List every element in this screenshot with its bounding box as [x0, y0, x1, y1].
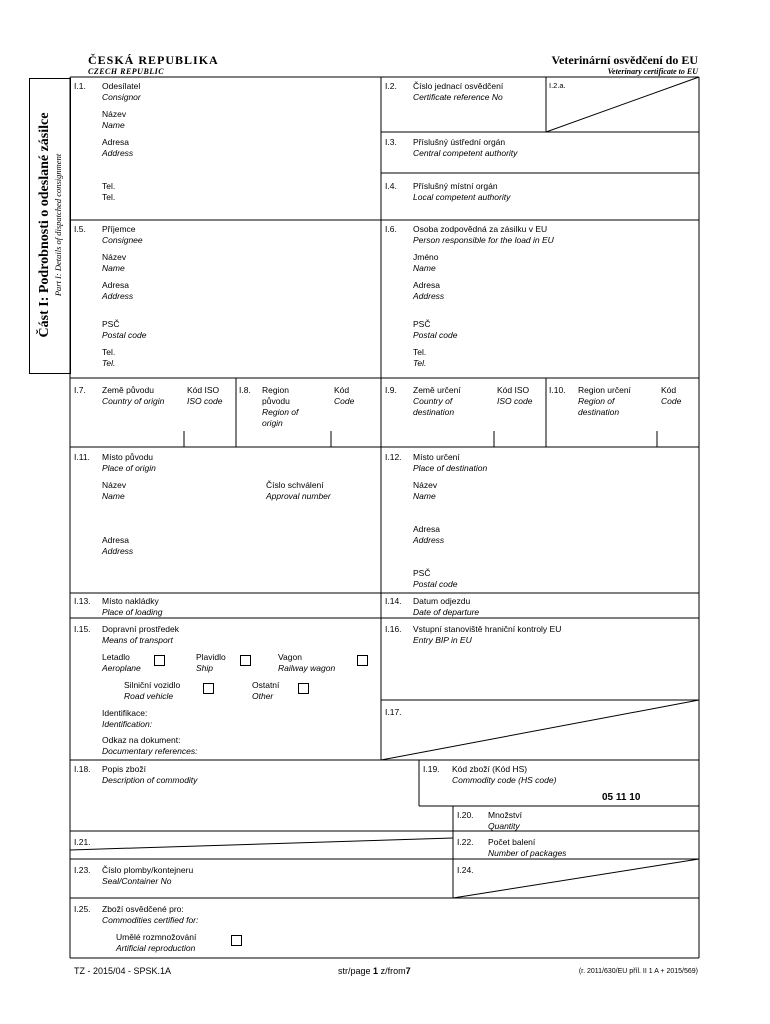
seal-container-label: Číslo plomby/kontejneru — [102, 865, 194, 875]
consignor-tel-label-en[interactable]: Tel. — [102, 192, 116, 202]
responsible-name-label-en[interactable]: Name — [413, 263, 436, 273]
consignor-address-label-en[interactable]: Address — [102, 148, 134, 158]
page-number: 1 — [373, 966, 379, 976]
box-number: I.1. — [74, 81, 86, 91]
region-destination-label: Region určení — [578, 385, 631, 395]
box-number: I.22. — [457, 837, 474, 847]
consignor-label-en: Consignor — [102, 92, 141, 102]
box-number: I.24. — [457, 865, 474, 875]
identification-label: Identifikace: — [102, 708, 148, 718]
region-code-label: Kód — [334, 385, 350, 395]
commodity-code-label-en: Commodity code (HS code) — [452, 775, 557, 785]
iso-code-label: Kód ISO — [187, 385, 220, 395]
entry-bip-label-en[interactable]: Entry BIP in EU — [413, 635, 472, 645]
railway-wagon-checkbox[interactable] — [357, 655, 368, 666]
transport-means-label: Dopravní prostředek — [102, 624, 180, 634]
place-origin-label-en: Place of origin — [102, 463, 156, 473]
box-number: I.2. — [385, 81, 397, 91]
country-title-en: CZECH REPUBLIC — [88, 67, 165, 76]
region-code-label: Kód — [661, 385, 677, 395]
country-title: ČESKÁ REPUBLIKA — [88, 53, 219, 67]
country-destination-label: Země určení — [413, 385, 461, 395]
road-vehicle-label: Silniční vozidlo — [124, 680, 181, 690]
local-authority-label: Příslušný místní orgán — [413, 181, 498, 191]
box-number: I.20. — [457, 810, 474, 820]
certificate-reference-label: Číslo jednací osvědčení — [413, 81, 504, 91]
consignor-label: Odesílatel — [102, 81, 141, 91]
railway-wagon-label: Vagon — [278, 652, 302, 662]
region-origin-label-2: původu — [262, 396, 290, 406]
road-vehicle-label-en: Road vehicle — [124, 691, 174, 701]
box-number: I.19. — [423, 764, 440, 774]
quantity-label: Množství — [488, 810, 523, 820]
country-origin-label-en[interactable]: Country of origin — [102, 396, 165, 406]
responsible-tel-label: Tel. — [413, 347, 427, 357]
box-number: I.3. — [385, 137, 397, 147]
box-number: I.11. — [74, 452, 90, 462]
consignee-address-label-en[interactable]: Address — [102, 291, 134, 301]
seal-container-label-en[interactable]: Seal/Container No — [102, 876, 172, 886]
destination-name-label-en[interactable]: Name — [413, 491, 436, 501]
box-number: I.15. — [74, 624, 91, 634]
destination-address-label-en[interactable]: Address — [413, 535, 445, 545]
region-code-label-en[interactable]: Code — [334, 396, 355, 406]
documentary-references-label: Odkaz na dokument: — [102, 735, 181, 745]
country-destination-label-en[interactable]: Country of — [413, 396, 453, 406]
documentary-references-label-en[interactable]: Documentary references: — [102, 746, 198, 756]
responsible-name-label: Jméno — [413, 252, 439, 262]
box-number: I.14. — [385, 596, 402, 606]
responsible-person-label: Osoba zodpovědná za zásilku v EU — [413, 224, 548, 234]
iso-code-label: Kód ISO — [497, 385, 530, 395]
certified-for-label: Zboží osvědčené pro: — [102, 904, 184, 914]
region-origin-label: Region — [262, 385, 289, 395]
commodity-description-label-en[interactable]: Description of commodity — [102, 775, 198, 785]
box-number: I.17. — [385, 707, 402, 717]
iso-code-label-en[interactable]: ISO code — [187, 396, 223, 406]
form-reference: TZ - 2015/04 - SPSK.1A — [74, 966, 172, 976]
region-destination-label-en-2: destination — [578, 407, 620, 417]
consignor-tel-label: Tel. — [102, 181, 116, 191]
certificate-title-en: Veterinary certificate to EU — [607, 67, 698, 76]
region-origin-label-en-2: origin — [262, 418, 283, 428]
artificial-reproduction-label: Umělé rozmnožování — [116, 932, 197, 942]
entry-bip-label: Vstupní stanoviště hraniční kontroly EU — [413, 624, 562, 634]
box-number: I.25. — [74, 904, 91, 914]
country-destination-label-en-2: destination — [413, 407, 455, 417]
consignee-address-label: Adresa — [102, 280, 129, 290]
box-number: I.9. — [385, 385, 397, 395]
box-number: I.12. — [385, 452, 402, 462]
place-loading-label-en[interactable]: Place of loading — [102, 607, 163, 617]
consignee-label-en: Consignee — [102, 235, 143, 245]
aeroplane-label: Letadlo — [102, 652, 130, 662]
consignee-tel-label-en[interactable]: Tel. — [102, 358, 116, 368]
commodity-code-label: Kód zboží (Kód HS) — [452, 764, 528, 774]
transport-means-label-en: Means of transport — [102, 635, 173, 645]
responsible-address-label-en[interactable]: Address — [413, 291, 445, 301]
railway-wagon-label-en: Railway wagon — [278, 663, 336, 673]
consignee-postal-label: PSČ — [102, 319, 120, 329]
page-prefix: str/page — [338, 966, 371, 976]
consignee-postal-label-en[interactable]: Postal code — [102, 330, 147, 340]
certified-for-label-en: Commodities certified for: — [102, 915, 199, 925]
approval-number-label: Číslo schválení — [266, 480, 324, 490]
origin-name-label: Název — [102, 480, 127, 490]
approval-number-label-en[interactable]: Approval number — [266, 491, 331, 501]
road-vehicle-checkbox[interactable] — [203, 683, 214, 694]
departure-date-label-en[interactable]: Date of departure — [413, 607, 480, 617]
departure-date-label: Datum odjezdu — [413, 596, 471, 606]
origin-name-label-en[interactable]: Name — [102, 491, 125, 501]
box-number: I.23. — [74, 865, 91, 875]
box-number: I.2.a. — [549, 81, 566, 90]
box-number: I.7. — [74, 385, 86, 395]
central-authority-label: Příslušný ústřední orgán — [413, 137, 506, 147]
consignor-name-label-en[interactable]: Name — [102, 120, 125, 130]
other-transport-checkbox[interactable] — [298, 683, 309, 694]
place-loading-label: Místo nakládky — [102, 596, 159, 606]
commodity-description-label: Popis zboží — [102, 764, 146, 774]
origin-address-label-en[interactable]: Address — [102, 546, 134, 556]
legal-reference: (r. 2011/630/EU příl. II 1 A + 2015/569) — [578, 968, 698, 975]
consignee-name-label-en[interactable]: Name — [102, 263, 125, 273]
ship-label-en: Ship — [196, 663, 214, 673]
page-total: 7 — [405, 966, 411, 976]
part-one-title-cz: Část I: Podrobnosti o odeslané zásilce — [37, 112, 52, 338]
box-number: I.21. — [74, 837, 91, 847]
commodity-code-value[interactable]: 05 11 10 — [602, 792, 641, 803]
country-origin-label: Země původu — [102, 385, 154, 395]
place-destination-label: Místo určení — [413, 452, 460, 462]
destination-postal-label-en[interactable]: Postal code — [413, 579, 458, 589]
responsible-address-label: Adresa — [413, 280, 440, 290]
region-destination-label-en[interactable]: Region of — [578, 396, 615, 406]
packages-label: Počet balení — [488, 837, 536, 847]
ship-checkbox[interactable] — [240, 655, 251, 666]
central-authority-label-en[interactable]: Central competent authority — [413, 148, 518, 158]
page-mid: z/from — [380, 966, 406, 976]
artificial-reproduction-label-en: Artificial reproduction — [116, 943, 196, 953]
box-number: I.18. — [74, 764, 91, 774]
other-transport-label-en: Other — [252, 691, 274, 701]
local-authority-label-en[interactable]: Local competent authority — [413, 192, 511, 202]
destination-postal-label: PSČ — [413, 568, 431, 578]
certificate-reference-label-en[interactable]: Certificate reference No — [413, 92, 503, 102]
box-number: I.10. — [549, 385, 566, 395]
artificial-reproduction-checkbox[interactable] — [231, 935, 242, 946]
quantity-label-en[interactable]: Quantity — [488, 821, 520, 831]
packages-label-en[interactable]: Number of packages — [488, 848, 567, 858]
place-origin-label: Místo původu — [102, 452, 154, 462]
consignee-tel-label: Tel. — [102, 347, 116, 357]
consignee-label: Příjemce — [102, 224, 136, 234]
responsible-person-label-en: Person responsible for the load in EU — [413, 235, 554, 245]
destination-name-label: Název — [413, 480, 438, 490]
box-number: I.13. — [74, 596, 91, 606]
region-origin-label-en[interactable]: Region of — [262, 407, 299, 417]
destination-address-label: Adresa — [413, 524, 440, 534]
box-number: I.5. — [74, 224, 86, 234]
responsible-postal-label-en[interactable]: Postal code — [413, 330, 458, 340]
box-number: I.4. — [385, 181, 397, 191]
other-transport-label: Ostatní — [252, 680, 280, 690]
responsible-tel-label-en[interactable]: Tel. — [413, 358, 427, 368]
place-destination-label-en: Place of destination — [413, 463, 488, 473]
box-number: I.6. — [385, 224, 397, 234]
part-one-title-en: Part I: Details of dispatched consignment — [53, 153, 63, 297]
origin-address-label: Adresa — [102, 535, 129, 545]
identification-label-en[interactable]: Identification: — [102, 719, 153, 729]
certificate-title: Veterinární osvědčení do EU — [551, 53, 698, 67]
responsible-postal-label: PSČ — [413, 319, 431, 329]
consignee-name-label: Název — [102, 252, 127, 262]
aeroplane-label-en: Aeroplane — [102, 663, 141, 673]
ship-label: Plavidlo — [196, 652, 226, 662]
box-number: I.16. — [385, 624, 402, 634]
iso-code-label-en[interactable]: ISO code — [497, 396, 533, 406]
consignor-name-label: Název — [102, 109, 127, 119]
consignor-address-label: Adresa — [102, 137, 129, 147]
region-code-label-en[interactable]: Code — [661, 396, 682, 406]
page-indicator — [338, 966, 411, 976]
aeroplane-checkbox[interactable] — [154, 655, 165, 666]
box-number: I.8. — [239, 385, 251, 395]
